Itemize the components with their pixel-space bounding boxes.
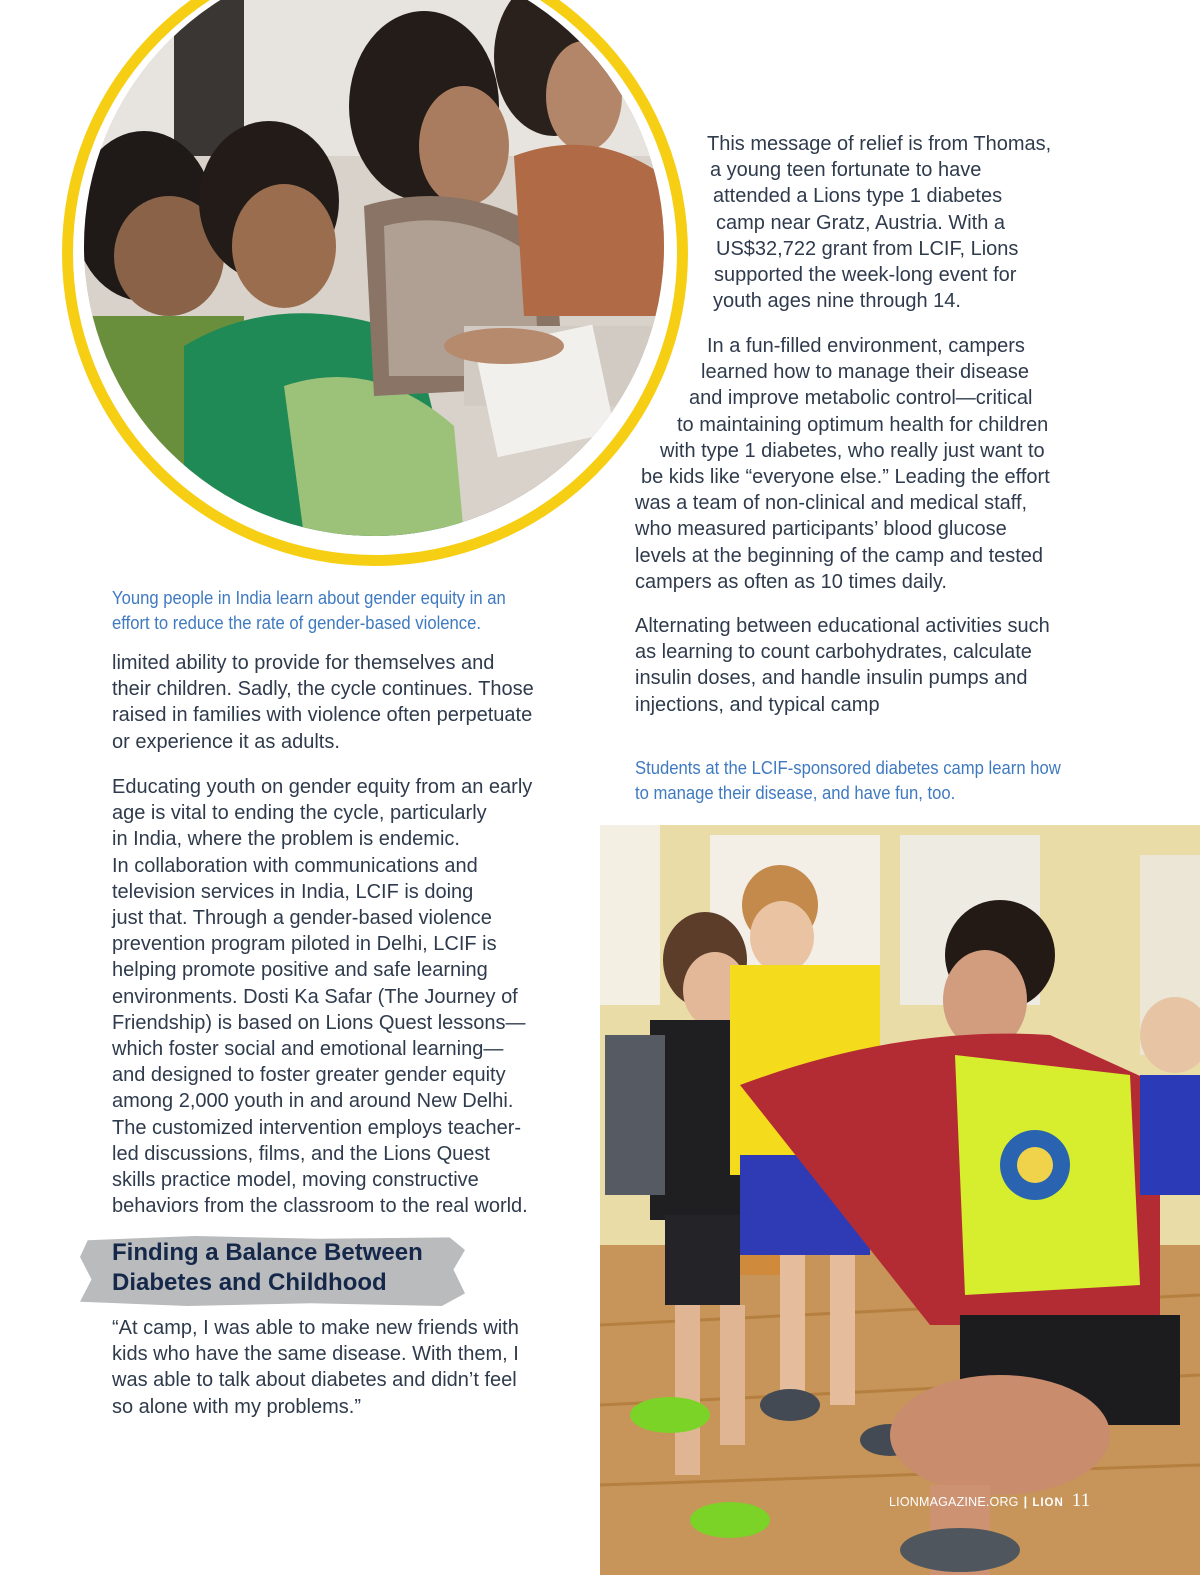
text-line: and designed to foster greater gender equity bbox=[112, 1064, 506, 1087]
text-line: learned how to manage their disease bbox=[701, 361, 1029, 384]
camp-photo-caption bbox=[635, 755, 1061, 805]
text-line: environments. Dosti Ka Safar (The Journey of bbox=[112, 985, 518, 1008]
left-paragraph-2 bbox=[112, 774, 532, 1219]
text-line: attended a Lions type 1 diabetes bbox=[713, 185, 1003, 208]
text-line: or experience it as adults. bbox=[112, 730, 340, 753]
text-line: levels at the beginning of the camp and tested bbox=[635, 544, 1044, 567]
text-line: youth ages nine through 14. bbox=[713, 290, 961, 313]
text-line: insulin doses, and handle insulin pumps and bbox=[635, 667, 1028, 690]
text-line: their children. Sadly, the cycle continues. Those bbox=[112, 678, 534, 701]
text-line: and improve metabolic control—critical bbox=[689, 387, 1033, 410]
text-line: camp near Gratz, Austria. With a bbox=[716, 211, 1005, 234]
text-line: In a fun-filled environment, campers bbox=[707, 335, 1025, 357]
text-line: limited ability to provide for themselves and bbox=[112, 652, 495, 674]
diabetes-camp-photo bbox=[600, 825, 1200, 1575]
text-line: campers as often as 10 times daily. bbox=[635, 570, 947, 593]
text-line: prevention program piloted in Delhi, LCIF is bbox=[112, 933, 497, 956]
text-line: television services in India, LCIF is doing bbox=[112, 880, 474, 903]
text-line: injections, and typical camp bbox=[635, 693, 880, 716]
text-line: “At camp, I was able to make new friends with bbox=[112, 1317, 519, 1339]
page-number: 11 bbox=[1071, 1490, 1091, 1511]
left-paragraph-1 bbox=[112, 650, 534, 755]
caption-line: Young people in India learn about gender equity in an bbox=[112, 587, 506, 608]
text-line: US$32,722 grant from LCIF, Lions bbox=[716, 237, 1019, 260]
heading-line: Finding a Balance Between bbox=[112, 1239, 423, 1266]
caption-line: effort to reduce the rate of gender-based violence. bbox=[112, 612, 482, 633]
text-line: be kids like “everyone else.” Leading the effort bbox=[641, 466, 1050, 489]
text-line: who measured participants’ blood glucose bbox=[635, 518, 1007, 541]
right-paragraph-3 bbox=[635, 613, 1050, 718]
text-line: kids who have the same disease. With them, I bbox=[112, 1343, 519, 1366]
right-paragraph-2 bbox=[0, 333, 1200, 595]
caption-line: Students at the LCIF-sponsored diabetes camp learn how bbox=[635, 757, 1061, 778]
text-line: with type 1 diabetes, who really just want to bbox=[660, 439, 1045, 462]
text-line: supported the week-long event for bbox=[714, 264, 1017, 287]
text-line: In collaboration with communications and bbox=[112, 854, 478, 877]
text-line: so alone with my problems.” bbox=[112, 1395, 361, 1418]
text-line: among 2,000 youth in and around New Delhi. bbox=[112, 1090, 514, 1113]
text-line: which foster social and emotional learning— bbox=[112, 1038, 504, 1061]
footer-separator: | bbox=[1023, 1495, 1028, 1509]
text-line: in India, where the problem is endemic. bbox=[112, 828, 460, 851]
text-line: was a team of non-clinical and medical staff, bbox=[635, 492, 1028, 515]
text-line: Friendship) is based on Lions Quest lessons— bbox=[112, 1011, 526, 1034]
section-heading bbox=[112, 1238, 423, 1298]
page-footer bbox=[889, 1490, 1091, 1512]
text-line: to maintaining optimum health for children bbox=[677, 413, 1049, 436]
caption-line: to manage their disease, and have fun, too. bbox=[635, 782, 956, 803]
footer-site-link[interactable]: LIONMAGAZINE.ORG bbox=[889, 1495, 1019, 1509]
text-line: a young teen fortunate to have bbox=[710, 159, 982, 182]
text-line: This message of relief is from Thomas, bbox=[707, 133, 1052, 155]
text-line: behaviors from the classroom to the real world. bbox=[112, 1195, 528, 1218]
text-line: The customized intervention employs teacher- bbox=[112, 1116, 522, 1139]
text-line: led discussions, films, and the Lions Quest bbox=[112, 1142, 490, 1165]
heading-line: Diabetes and Childhood bbox=[112, 1269, 387, 1296]
text-line: age is vital to ending the cycle, particularly bbox=[112, 802, 487, 825]
text-line: Educating youth on gender equity from an early bbox=[112, 776, 533, 798]
text-line: Alternating between educational activities such bbox=[635, 615, 1050, 637]
text-line: skills practice model, moving constructive bbox=[112, 1169, 479, 1192]
text-line: was able to talk about diabetes and didn’t feel bbox=[112, 1369, 517, 1392]
text-line: raised in families with violence often perpetuate bbox=[112, 704, 533, 727]
camper-quote bbox=[112, 1315, 519, 1420]
text-line: just that. Through a gender-based violence bbox=[112, 907, 492, 930]
footer-brand: LION bbox=[1032, 1497, 1064, 1509]
text-line: helping promote positive and safe learning bbox=[112, 959, 488, 982]
right-paragraph-1 bbox=[0, 131, 1200, 314]
text-line: as learning to count carbohydrates, calculate bbox=[635, 641, 1032, 664]
